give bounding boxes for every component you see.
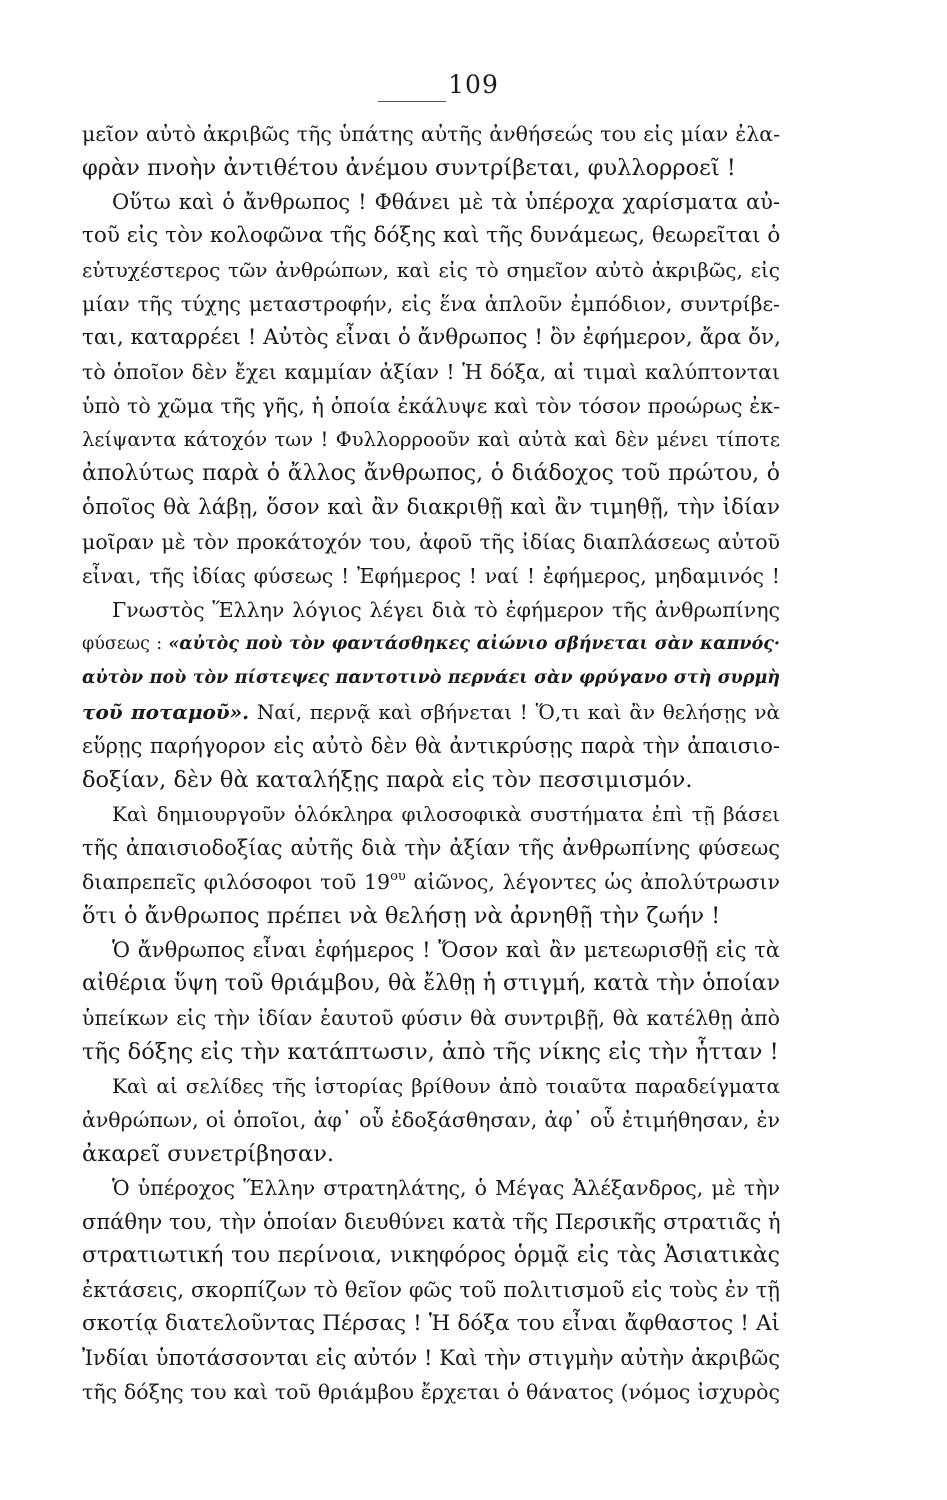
text-line: ἀπολύτως παρὰ ὁ ἄλλος ἄνθρωπος, ὁ διάδοχος τοῦ πρώτου, ὁ	[82, 461, 780, 486]
text-line: ἀνθρώπων, οἱ ὁποῖοι, ἀφ᾽ οὗ ἐδοξάσθησαν, ἀφ᾽ οὗ ἐτιμήθησαν, ἐν	[82, 1108, 780, 1132]
text-line: ὁποῖος θὰ λάβῃ, ὅσον καὶ ἂν διακριθῇ καὶ ἂν τιμηθῇ, τὴν ἰδίαν	[82, 495, 780, 520]
text-line: τὸ ὁποῖον δὲν ἔχει καμμίαν ἀξίαν ! Ἡ δόξα, αἱ τιμαὶ καλύπτονται	[82, 360, 780, 384]
text-line: στρατιωτική του περίνοια, νικηφόρος ὁρμᾷ εἰς τὰς Ἀσιατικὰς	[82, 1243, 780, 1268]
text-line: εὕρῃς παρήγορον εἰς αὐτὸ δὲν θὰ ἀντικρύσῃς παρὰ τὴν ἀπαισιο-	[82, 734, 780, 758]
text-line: μεῖον αὐτὸ ἀκριβῶς τῆς ὑπάτης αὐτῆς ἀνθήσεώς του εἰς μίαν ἐλα-	[82, 122, 780, 146]
text-line: ἐκτάσεις, σκορπίζων τὸ θεῖον φῶς τοῦ πολιτισμοῦ εἰς τοὺς ἐν τῇ	[82, 1278, 780, 1302]
ordinal-suffix: ου	[390, 869, 406, 884]
line-start: φύσεως :	[82, 634, 169, 654]
text-line	[82, 864, 780, 900]
text-line: εἶναι, τῆς ἰδίας φύσεως ! Ἐφήμερος ! ναί ! ἐφήμερος, μηδαμινός !	[82, 564, 780, 588]
text-line: λείψαντα κάτοχόν των ! Φυλλορροοῦν καὶ αὐτὰ καὶ δὲν μένει τίποτε	[82, 428, 780, 451]
line-rest: Ναί, περνᾷ καὶ σβήνεται ! Ὅ,τι καὶ ἂν θελήσῃς νὰ	[249, 700, 780, 724]
quote-text: «αὐτὸς ποὺ τὸν φαντάσθηκες αἰώνιο σβήνεται σὰν καπνός·	[168, 634, 780, 654]
text-line: σπάθην του, τὴν ὁποίαν διευθύνει κατὰ τῆς Περσικῆς στρατιᾶς ἡ	[82, 1210, 781, 1234]
text-line: Καὶ δημιουργοῦν ὁλόκληρα φιλοσοφικὰ συστήματα ἐπὶ τῇ βάσει	[112, 802, 780, 826]
text-line: σκοτίᾳ διατελοῦντας Πέρσας ! Ἡ δόξα του εἶναι ἄφθαστος ! Αἱ	[82, 1311, 780, 1336]
line-rest: αἰῶνος, λέγοντες ὡς ἀπολύτρωσιν	[405, 870, 780, 894]
text-line	[82, 694, 780, 730]
text-line: Ἰνδίαι ὑποτάσσονται εἰς αὐτόν ! Καὶ τὴν στιγμὴν αὐτὴν ἀκριβῶς	[82, 1346, 780, 1370]
text-line: τοῦ εἰς τὸν κολοφῶνα τῆς δόξης καὶ τῆς δυνάμεως, θεωρεῖται ὁ	[82, 223, 781, 248]
header-rule	[378, 101, 446, 102]
text-line: εὐτυχέστερος τῶν ἀνθρώπων, καὶ εἰς τὸ σημεῖον αὐτὸ ἀκριβῶς, εἰς	[82, 258, 780, 282]
line-start: διαπρεπεῖς φιλόσοφοι τοῦ 19	[82, 870, 391, 894]
text-line: μίαν τῆς τύχης μεταστροφήν, εἰς ἕνα ἁπλοῦν ἐμπόδιον, συντρίβε-	[82, 292, 780, 316]
text-line: ὑπείκων εἰς τὴν ἰδίαν ἑαυτοῦ φύσιν θὰ συντριβῇ, θὰ κατέλθῃ ἀπὸ	[82, 1006, 780, 1030]
text-line: Ὁ ὑπέροχος Ἕλλην στρατηλάτης, ὁ Μέγας Ἀλέξανδρος, μὲ τὴν	[112, 1176, 780, 1200]
text-line: ἀκαρεῖ συνετρίβησαν.	[82, 1141, 335, 1167]
text-line	[82, 626, 780, 662]
text-line: μοῖραν μὲ τὸν προκάτοχόν του, ἀφοῦ τῆς ἰδίας διαπλάσεως αὐτοῦ	[82, 530, 780, 554]
text-line: τῆς δόξης εἰς τὴν κατάπτωσιν, ἀπὸ τῆς νίκης εἰς τὴν ἧτταν !	[82, 1039, 779, 1065]
text-line: δοξίαν, δὲν θὰ καταλήξῃς παρὰ εἰς τὸν πεσσιμισμόν.	[82, 767, 693, 793]
text-line: τῆς ἀπαισιοδοξίας αὐτῆς διὰ τὴν ἀξίαν τῆς ἀνθρωπίνης φύσεως	[82, 836, 780, 860]
text-line: φρὰν πνοὴν ἀντιθέτου ἀνέμου συντρίβεται, φυλλορροεῖ !	[82, 155, 736, 181]
text-line: ὅτι ὁ ἄνθρωπος πρέπει νὰ θελήσῃ νὰ ἀρνηθῇ τὴν ζωήν !	[82, 903, 721, 929]
quote-line: αὐτὸν ποὺ τὸν πίστεψες παντοτινὸ περνάει σὰν φρύγανο στὴ συρμὴ	[82, 668, 780, 688]
text-line: ὑπὸ τὸ χῶμα τῆς γῆς, ἡ ὁποία ἐκάλυψε καὶ τὸν τόσον προώρως ἐκ-	[82, 394, 780, 418]
text-line: τῆς δόξης του καὶ τοῦ θριάμβου ἔρχεται ὁ θάνατος (νόμος ἰσχυρὸς	[82, 1380, 780, 1404]
text-line: αἰθέρια ὕψη τοῦ θριάμβου, θὰ ἔλθῃ ἡ στιγμή, κατὰ τὴν ὁποίαν	[82, 971, 780, 996]
text-line: Γνωστὸς Ἕλλην λόγιος λέγει διὰ τὸ ἐφήμερον τῆς ἀνθρωπίνης	[112, 598, 780, 622]
text-line: Ὁ ἄνθρωπος εἶναι ἐφήμερος ! Ὅσον καὶ ἂν μετεωρισθῇ εἰς τὰ	[112, 938, 780, 962]
text-line: Καὶ αἱ σελίδες τῆς ἱστορίας βρίθουν ἀπὸ τοιαῦτα παραδείγματα	[112, 1074, 780, 1098]
quote-text: τοῦ ποταμοῦ».	[82, 700, 250, 724]
text-line: Οὕτω καὶ ὁ ἄνθρωπος ! Φθάνει μὲ τὰ ὑπέροχα χαρίσματα αὐ-	[112, 190, 780, 214]
text-line: ται, καταρρέει ! Αὐτὸς εἶναι ὁ ἄνθρωπος ! ὂν ἐφήμερον, ἄρα ὄν,	[82, 325, 781, 350]
page-number: 109	[448, 70, 499, 99]
